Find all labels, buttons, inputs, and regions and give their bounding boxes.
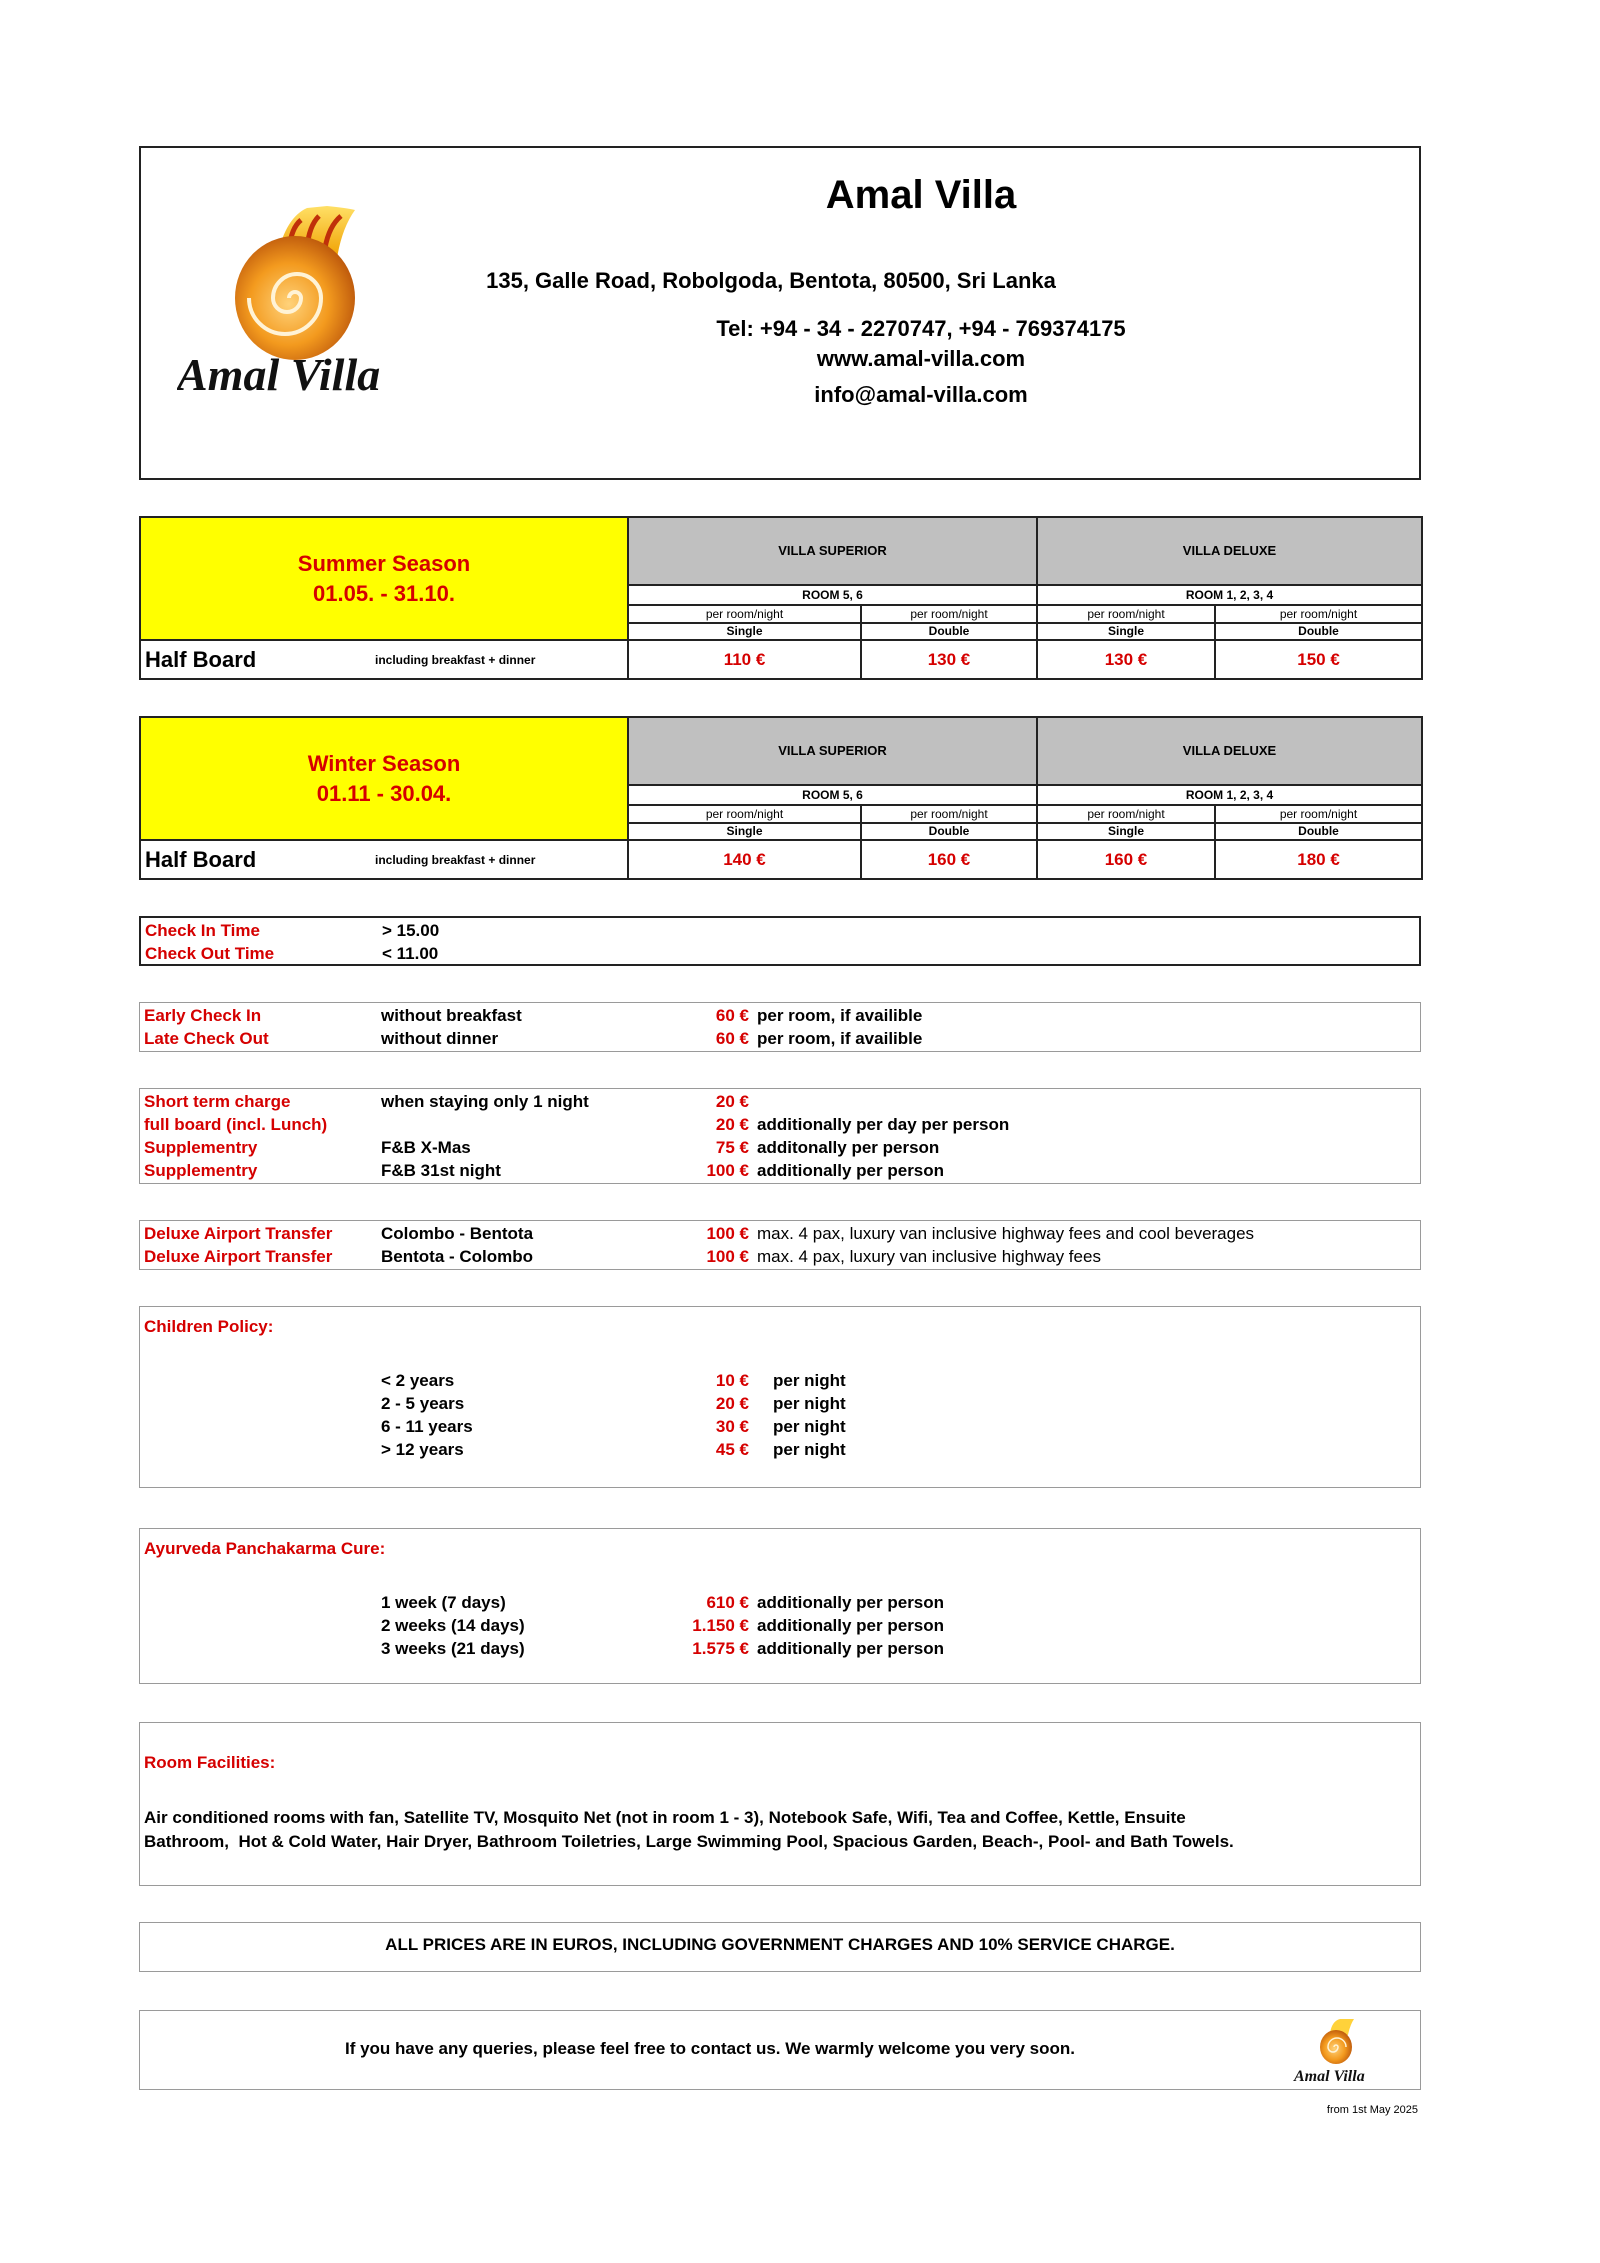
row-label: Check Out Time [145,944,275,963]
price-deluxe-double: 180 € [1215,840,1422,879]
row-label: Late Check Out [144,1029,269,1048]
ayurveda-row [144,1637,1416,1660]
villa-superior-header: VILLA SUPERIOR [628,717,1037,785]
charges-box [139,1088,1421,1184]
hotel-phone: Tel: +94 - 34 - 2270747, +94 - 769374175 [716,316,1126,341]
rate-unit: per room/night [628,605,861,622]
row-note: per room, if availible [757,1006,923,1025]
children-policy-title: Children Policy: [144,1317,274,1336]
row-route: Bentota - Colombo [381,1247,534,1266]
price-superior-single: 110 € [628,640,861,679]
charge-row [144,1159,1416,1182]
row-label: full board (incl. Lunch) [144,1115,328,1134]
charge-row [144,1136,1416,1159]
row-duration: 3 weeks (21 days) [381,1639,525,1658]
row-note: per night [773,1371,846,1390]
price-notice-box [139,1922,1421,1972]
closing-message: If you have any queries, please feel free to contact us. We warmly welcome you very soon. [344,2039,1075,2058]
occupancy-single: Single [1037,623,1215,640]
price-deluxe-single: 130 € [1037,640,1215,679]
villa-superior-rooms: ROOM 5, 6 [628,785,1037,806]
row-age: < 2 years [381,1371,455,1390]
row-note: additonally per person [757,1138,940,1157]
row-price: 1.150 € [692,1616,749,1635]
charge-row [144,1090,1416,1113]
ayurveda-row [144,1591,1416,1614]
room-facilities-title: Room Facilities: [144,1753,276,1772]
price-deluxe-double: 150 € [1215,640,1422,679]
rate-unit: per room/night [1215,805,1422,822]
row-price: 60 € [715,1006,749,1025]
header-box [139,146,1421,480]
occupancy-single: Single [628,623,861,640]
row-age: > 12 years [381,1440,464,1459]
row-duration: 2 weeks (14 days) [381,1616,525,1635]
row-note: additionally per person [757,1593,945,1612]
occupancy-double: Double [1215,823,1422,840]
villa-deluxe-header: VILLA DELUXE [1037,517,1422,585]
season-dates: 01.05. - 31.10. [313,580,455,606]
row-label: Early Check In [144,1006,262,1025]
late-check-out-row [144,1027,1416,1050]
rate-unit: per room/night [861,805,1037,822]
price-deluxe-single: 160 € [1037,840,1215,879]
row-note: additionally per day per person [757,1115,1010,1134]
check-out-row [145,942,1415,965]
villa-deluxe-rooms: ROOM 1, 2, 3, 4 [1037,785,1422,806]
child-rate-row [144,1438,1416,1461]
check-times-box [139,916,1421,966]
row-label: Check In Time [145,921,260,940]
hotel-website-link[interactable]: www.amal-villa.com [816,346,1026,371]
child-rate-row [144,1369,1416,1392]
footer-logo-wordmark: Amal Villa [1294,2068,1365,2085]
board-type-cell [140,640,628,679]
summer-season-cell [140,517,628,640]
closing-box [139,2010,1421,2090]
amal-villa-logo [177,198,487,408]
rate-unit: per room/night [628,805,861,822]
check-in-row [145,919,1415,942]
row-price: 10 € [715,1371,749,1390]
occupancy-double: Double [861,823,1037,840]
rate-unit: per room/night [1037,605,1215,622]
transfers-box [139,1220,1421,1270]
row-note: per night [773,1440,846,1459]
row-desc: without breakfast [381,1006,522,1025]
row-note: max. 4 pax, luxury van inclusive highway fees and cool beverages [757,1224,1255,1243]
facilities-line-1: Air conditioned rooms with fan, Satellite TV, Mosquito Net (not in room 1 - 3), Notebook Safe, Wifi, Tea and Coffee, Kettle, Ensuite [144,1808,1186,1827]
villa-superior-rooms: ROOM 5, 6 [628,585,1037,606]
row-note: per night [773,1417,846,1436]
row-price: 610 € [706,1593,749,1612]
row-price: 100 € [706,1161,749,1180]
row-price: 45 € [715,1440,749,1459]
row-label: Supplementry [144,1161,258,1180]
occupancy-single: Single [628,823,861,840]
transfer-row [144,1245,1416,1268]
early-late-box [139,1002,1421,1052]
row-age: 2 - 5 years [381,1394,465,1413]
row-label: Short term charge [144,1092,291,1111]
facilities-line-2: Bathroom, Hot & Cold Water, Hair Dryer, Bathroom Toiletries, Large Swimming Pool, Spacious Garden, Beach-, Pool- and Bath Towels. [144,1832,1234,1851]
ayurveda-box [139,1528,1421,1684]
row-note: per night [773,1394,846,1413]
row-desc: without dinner [381,1029,499,1048]
price-notice: ALL PRICES ARE IN EUROS, INCLUDING GOVERNMENT CHARGES AND 10% SERVICE CHARGE. [385,1935,1175,1954]
winter-rates-table [139,716,1421,880]
row-price: 20 € [715,1115,749,1134]
room-facilities-box [139,1722,1421,1886]
row-value: > 15.00 [382,921,440,940]
season-name: Summer Season [297,550,471,576]
winter-season-cell [140,717,628,840]
row-duration: 1 week (7 days) [381,1593,506,1612]
row-price: 20 € [715,1092,749,1111]
child-rate-row [144,1392,1416,1415]
hotel-email-link[interactable]: info@amal-villa.com [814,382,1028,407]
shell-logo-icon [1290,2017,1390,2085]
season-dates: 01.11 - 30.04. [316,780,452,806]
price-superior-single: 140 € [628,840,861,879]
logo-wordmark: Amal Villa [177,349,381,400]
row-price: 20 € [715,1394,749,1413]
early-check-in-row [144,1004,1416,1027]
villa-superior-header: VILLA SUPERIOR [628,517,1037,585]
board-type: Half Board [145,846,257,872]
row-note: additionally per person [757,1616,945,1635]
hotel-name-title: Amal Villa [825,173,1017,217]
price-superior-double: 160 € [861,840,1037,879]
row-price: 1.575 € [692,1639,749,1658]
valid-from-date: from 1st May 2025 [1326,2104,1418,2116]
season-name: Winter Season [307,750,461,776]
board-type: Half Board [145,646,257,672]
rate-unit: per room/night [1037,805,1215,822]
board-description: including breakfast + dinner [375,652,536,667]
ayurveda-title: Ayurveda Panchakarma Cure: [144,1539,386,1558]
row-label: Supplementry [144,1138,258,1157]
price-superior-double: 130 € [861,640,1037,679]
children-policy-box [139,1306,1421,1488]
villa-deluxe-header: VILLA DELUXE [1037,717,1422,785]
row-route: Colombo - Bentota [381,1224,534,1243]
row-desc: when staying only 1 night [381,1092,589,1111]
row-note: max. 4 pax, luxury van inclusive highway fees [757,1247,1101,1266]
board-type-cell [140,840,628,879]
row-note: per room, if availible [757,1029,923,1048]
row-label: Deluxe Airport Transfer [144,1224,333,1243]
row-price: 100 € [706,1247,749,1266]
row-price: 75 € [715,1138,749,1157]
board-description: including breakfast + dinner [375,852,536,867]
rate-unit: per room/night [861,605,1037,622]
rate-unit: per room/night [1215,605,1422,622]
row-price: 100 € [706,1224,749,1243]
row-desc: F&B 31st night [381,1161,501,1180]
row-value: < 11.00 [382,944,439,963]
row-note: additionally per person [757,1639,945,1658]
footer-logo [1290,2017,1390,2085]
occupancy-single: Single [1037,823,1215,840]
ayurveda-row [144,1614,1416,1637]
villa-deluxe-rooms: ROOM 1, 2, 3, 4 [1037,585,1422,606]
row-label: Deluxe Airport Transfer [144,1247,333,1266]
summer-rates-table [139,516,1421,680]
hotel-address: 135, Galle Road, Robolgoda, Bentota, 80500, Sri Lanka [486,268,1056,293]
row-price: 60 € [715,1029,749,1048]
transfer-row [144,1222,1416,1245]
row-desc: F&B X-Mas [381,1138,471,1157]
row-note: additionally per person [757,1161,945,1180]
child-rate-row [144,1415,1416,1438]
row-age: 6 - 11 years [381,1417,473,1436]
occupancy-double: Double [861,623,1037,640]
row-price: 30 € [715,1417,749,1436]
charge-row [144,1113,1416,1136]
shell-logo-icon [177,198,487,408]
occupancy-double: Double [1215,623,1422,640]
